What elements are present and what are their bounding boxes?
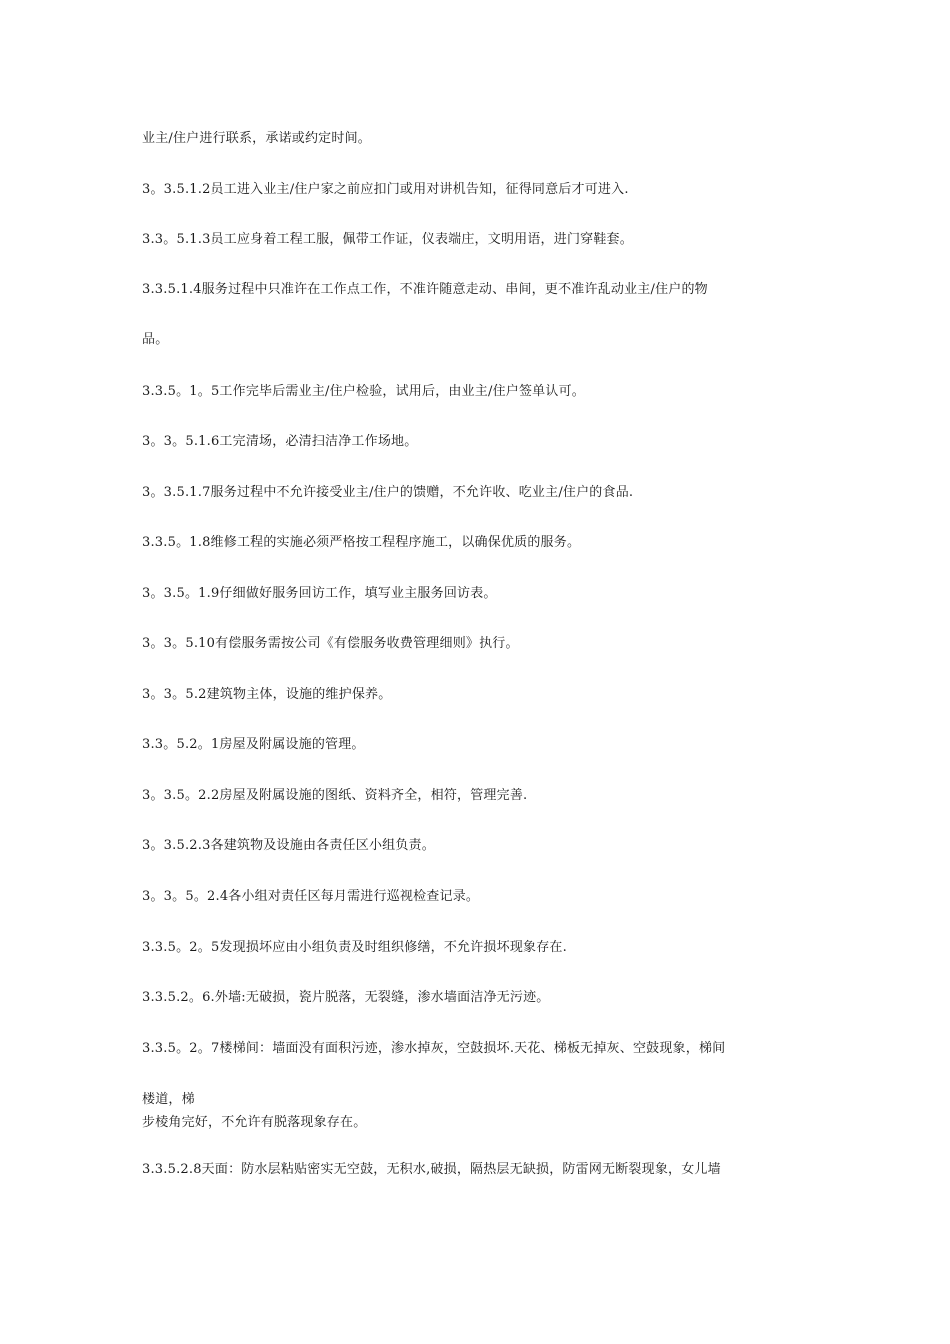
text-line: 3.3。5.2。1房屋及附属设施的管理。 — [142, 737, 365, 752]
text-line: 3.3.5.2。6.外墙:无破损，瓷片脱落，无裂缝，渗水墙面洁净无污迹。 — [142, 990, 550, 1005]
text-line: 3。3.5.2.3各建筑物及设施由各责任区小组负责。 — [142, 838, 435, 853]
text-line: 3。3。5。2.4各小组对责任区每月需进行巡视检查记录。 — [142, 889, 480, 904]
text-line: 3。3.5.1.2员工进入业主/住户家之前应扣门或用对讲机告知，征得同意后才可进入. — [142, 182, 629, 197]
text-line: 步棱角完好，不允许有脱落现象存在。 — [142, 1115, 367, 1130]
text-line: 3。3.5。1.9仔细做好服务回访工作，填写业主服务回访表。 — [142, 586, 497, 601]
text-line: 品。 — [142, 332, 169, 347]
text-line: 3。3。5.2建筑物主体，设施的维护保养。 — [142, 687, 392, 702]
text-line: 3.3.5。2。7楼梯间：墙面没有面积污迹，渗水掉灰，空鼓损坏.天花、梯板无掉灰、空鼓现象，梯间 — [142, 1041, 726, 1056]
text-line: 3.3。5.1.3员工应身着工程工服，佩带工作证，仪表端庄，文明用语，进门穿鞋套。 — [142, 232, 633, 247]
text-line: 3。3。5.1.6工完清场，必清扫洁净工作场地。 — [142, 434, 418, 449]
text-line: 业主/住户进行联系，承诺或约定时间。 — [142, 131, 371, 146]
text-line: 楼道，梯 — [142, 1092, 195, 1107]
text-line: 3.3.5.2.8天面：防水层粘贴密实无空鼓，无积水,破损，隔热层无缺损，防雷网无断裂现象，女儿墙 — [142, 1162, 721, 1177]
text-line: 3.3.5.1.4服务过程中只准许在工作点工作，不准许随意走动、串间，更不准许乱动业主/住户的物 — [142, 282, 708, 297]
text-line: 3。3.5。2.2房屋及附属设施的图纸、资料齐全，相符，管理完善. — [142, 788, 528, 803]
text-line: 3.3.5。1.8维修工程的实施必须严格按工程程序施工，以确保优质的服务。 — [142, 535, 581, 550]
text-line: 3.3.5。2。5发现损坏应由小组负责及时组织修缮，不允许损坏现象存在. — [142, 940, 567, 955]
text-line: 3.3.5。1。5工作完毕后需业主/住户检验，试用后，由业主/住户签单认可。 — [142, 384, 585, 399]
text-line: 3。3。5.10有偿服务需按公司《有偿服务收费管理细则》执行。 — [142, 636, 519, 651]
text-line: 3。3.5.1.7服务过程中不允许接受业主/住户的馈赠，不允许收、吃业主/住户的食品. — [142, 485, 634, 500]
